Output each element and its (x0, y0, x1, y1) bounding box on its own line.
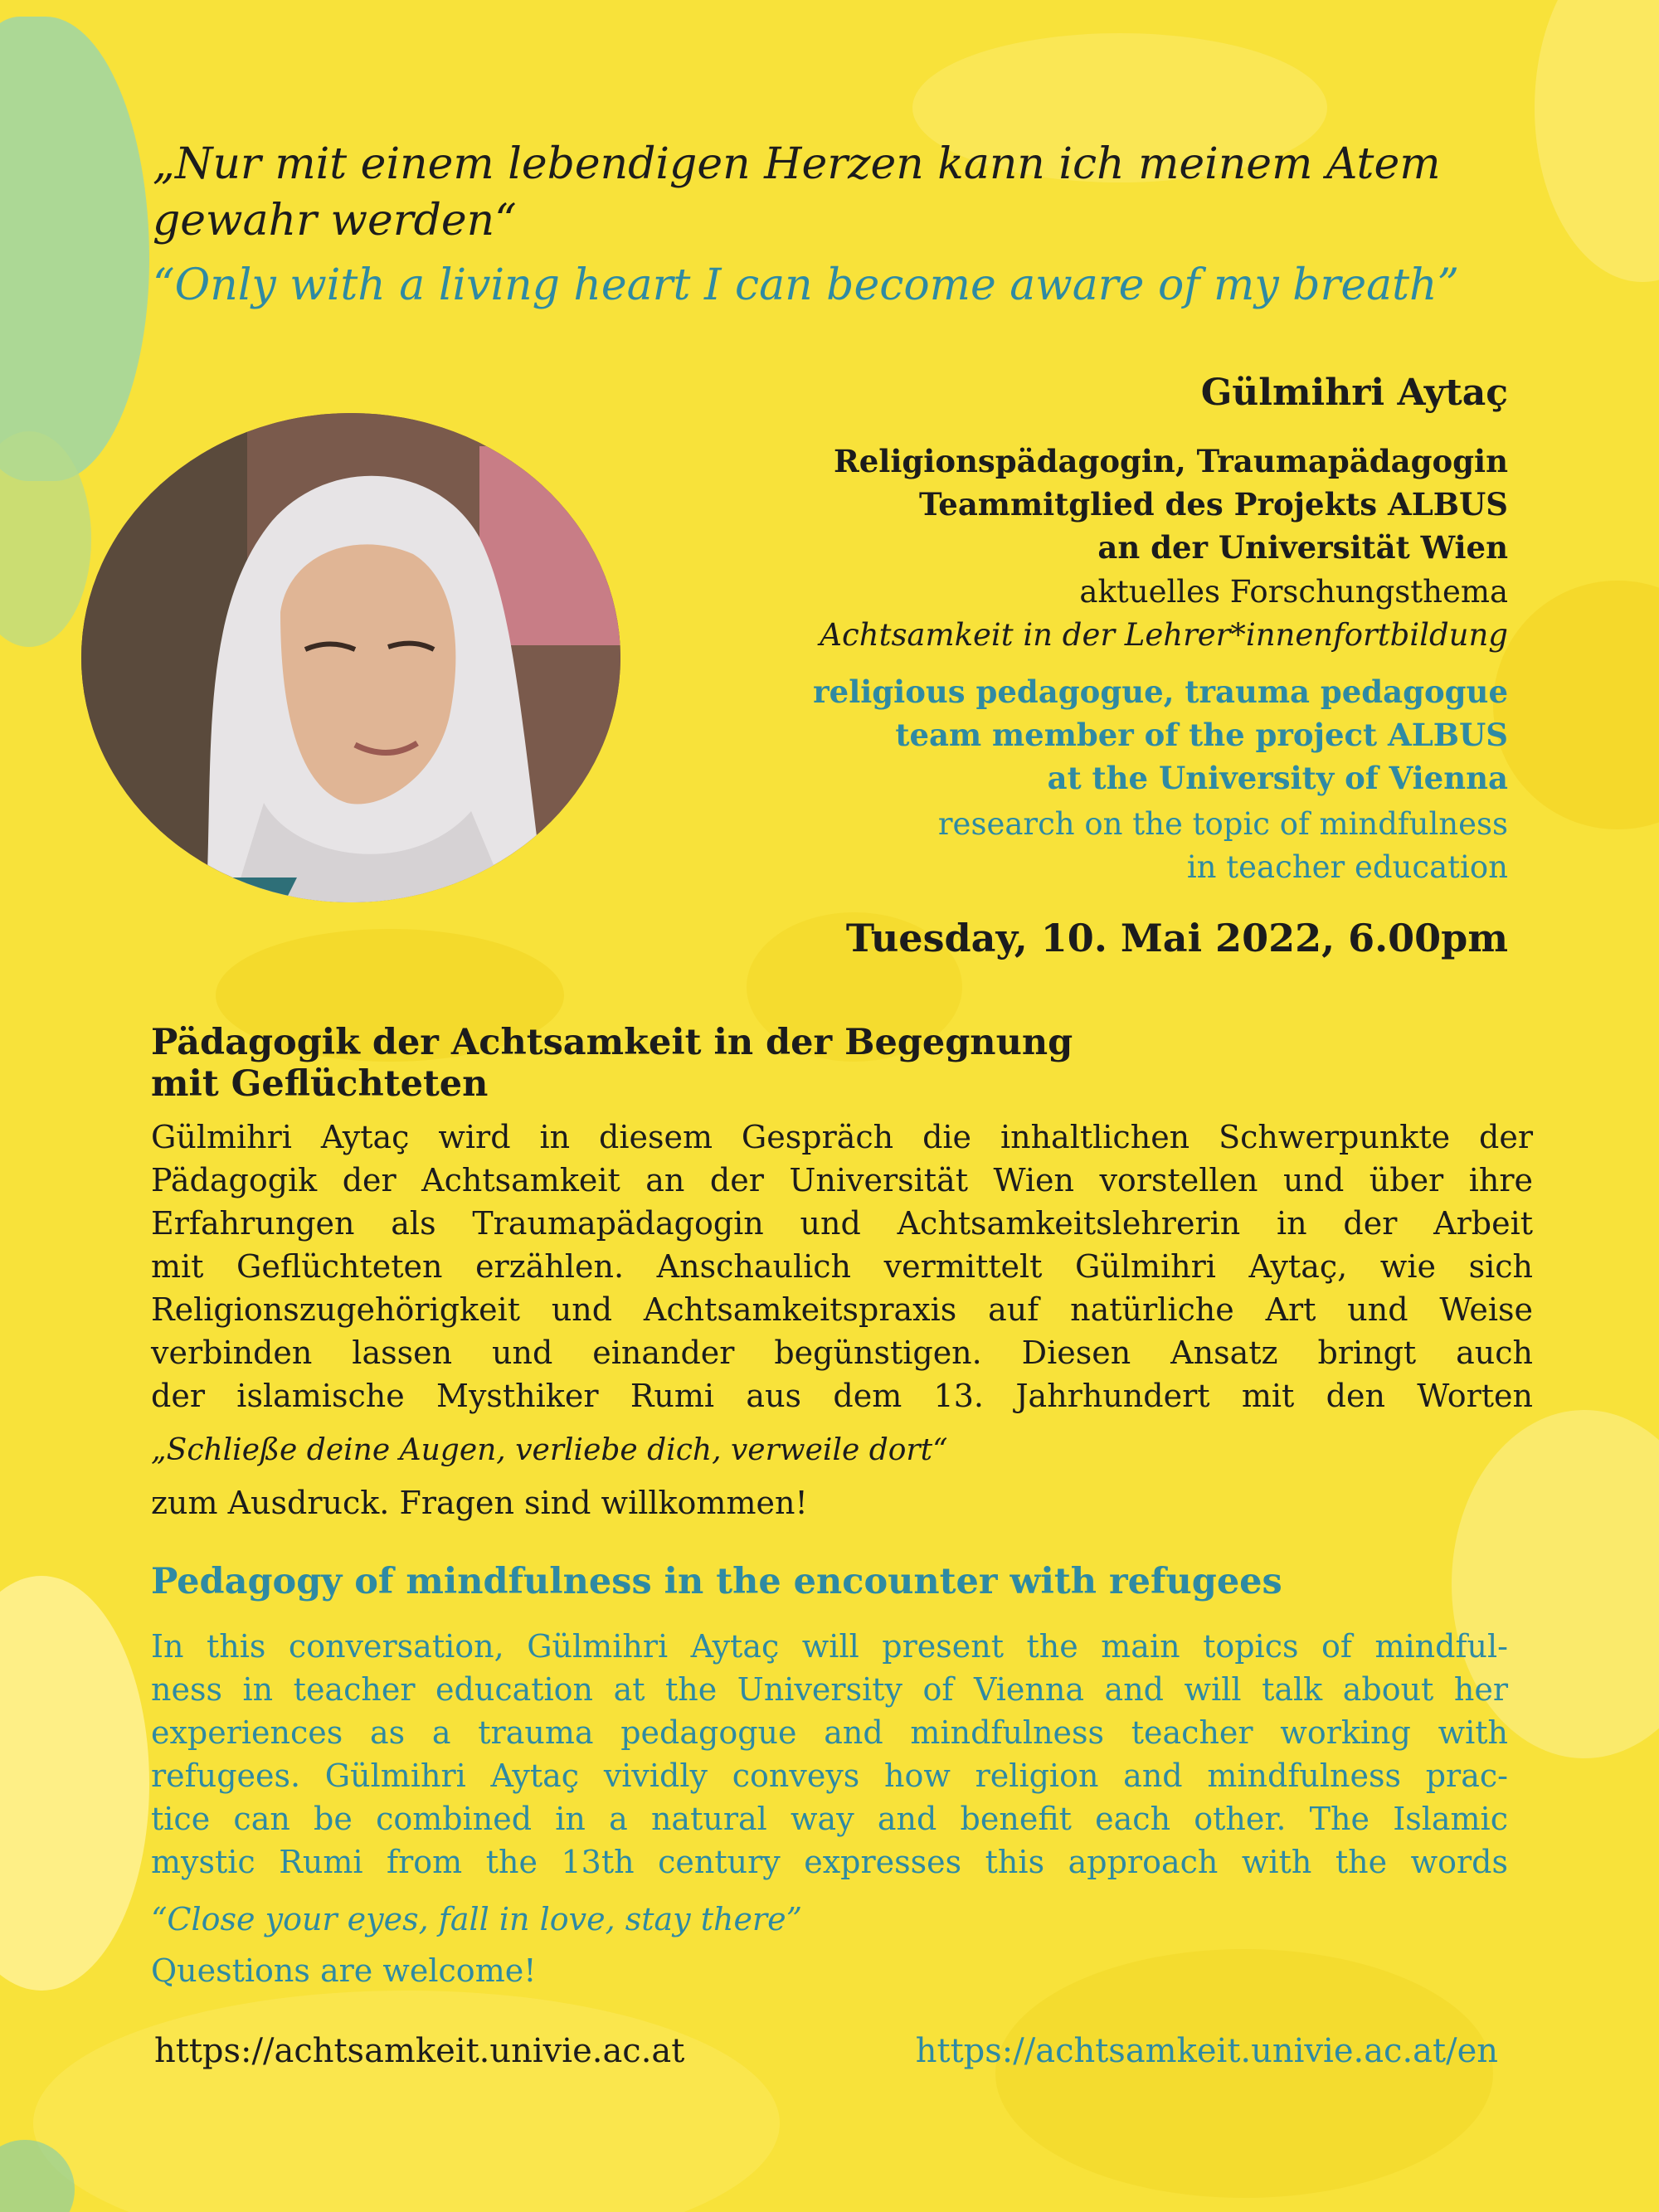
link-english-website[interactable]: https://achtsamkeit.univie.ac.at/en (915, 2032, 1498, 2070)
speaker-role-de-3: an der Universität Wien (1097, 529, 1508, 566)
english-body-line: experiences as a trauma pedagogue and mindfulness teacher working with (151, 1714, 1508, 1751)
english-body-line: ness in teacher education at the University of Vienna and will talk about her (151, 1671, 1508, 1708)
quote-german-line2: gewahr werden“ (153, 196, 517, 246)
speaker-topic-label-de: aktuelles Forschungsthema (1079, 574, 1508, 610)
german-title-line2: mit Geflüchteten (151, 1063, 489, 1105)
english-title: Pedagogy of mindfulness in the encounter with refugees (151, 1561, 1282, 1602)
speaker-role-de-1: Religionspädagogin, Traumapädagogin (834, 443, 1508, 479)
speaker-role-de-2: Teammitglied des Projekts ALBUS (919, 486, 1508, 523)
event-date: Tuesday, 10. Mai 2022, 6.00pm (845, 916, 1508, 960)
speaker-name: Gülmihri Aytaç (1200, 372, 1508, 414)
speaker-role-en-3: at the University of Vienna (1047, 760, 1508, 796)
german-rumi-quote: „Schließe deine Augen, verliebe dich, verweile dort“ (151, 1433, 948, 1467)
quote-english: “Only with a living heart I can become aware of my breath” (153, 260, 1460, 310)
english-body-line: tice can be combined in a natural way and benefit each other. The Islamic (151, 1801, 1508, 1837)
german-body-line: Religionszugehörigkeit und Achtsamkeitspraxis auf natürliche Art und Weise (151, 1291, 1533, 1328)
german-body-line: Gülmihri Aytaç wird in diesem Gespräch die inhaltlichen Schwerpunkte der (151, 1119, 1533, 1155)
german-body-line: verbinden lassen und einander begünstigen. Diesen Ansatz bringt auch (151, 1334, 1533, 1371)
german-body-line: Erfahrungen als Traumapädagogin und Achtsamkeitslehrerin in der Arbeit (151, 1205, 1533, 1242)
german-body-line: der islamische Mysthiker Rumi aus dem 13. Jahrhundert mit den Worten (151, 1378, 1533, 1414)
english-body-line: In this conversation, Gülmihri Aytaç will present the main topics of mindful- (151, 1628, 1508, 1665)
german-closing: zum Ausdruck. Fragen sind willkommen! (151, 1485, 808, 1521)
speaker-topic-en-2: in teacher education (1186, 849, 1508, 885)
german-body-line: mit Geflüchteten erzählen. Anschaulich vermittelt Gülmihri Aytaç, wie sich (151, 1248, 1533, 1285)
english-body-line: mystic Rumi from the 13th century expresses this approach with the words (151, 1844, 1508, 1880)
portrait-illustration (81, 413, 620, 902)
link-german-website[interactable]: https://achtsamkeit.univie.ac.at (154, 2032, 685, 2070)
speaker-role-en-2: team member of the project ALBUS (895, 717, 1508, 753)
speaker-role-en-1: religious pedagogue, trauma pedagogue (813, 673, 1508, 710)
german-body-line: Pädagogik der Achtsamkeit an der Universität Wien vorstellen und über ihre (151, 1162, 1533, 1198)
speaker-photo (81, 413, 620, 902)
speaker-topic-de: Achtsamkeit in der Lehrer*innenfortbildung (820, 617, 1508, 653)
quote-german-line1: „Nur mit einem lebendigen Herzen kann ich meinem Atem (153, 139, 1441, 189)
english-body-line: refugees. Gülmihri Aytaç vividly conveys how religion and mindfulness prac- (151, 1757, 1508, 1794)
english-closing: Questions are welcome! (151, 1952, 537, 1989)
english-rumi-quote: “Close your eyes, fall in love, stay there” (151, 1901, 803, 1937)
german-title-line1: Pädagogik der Achtsamkeit in der Begegnung (151, 1022, 1073, 1063)
speaker-topic-en-1: research on the topic of mindfulness (937, 806, 1508, 842)
